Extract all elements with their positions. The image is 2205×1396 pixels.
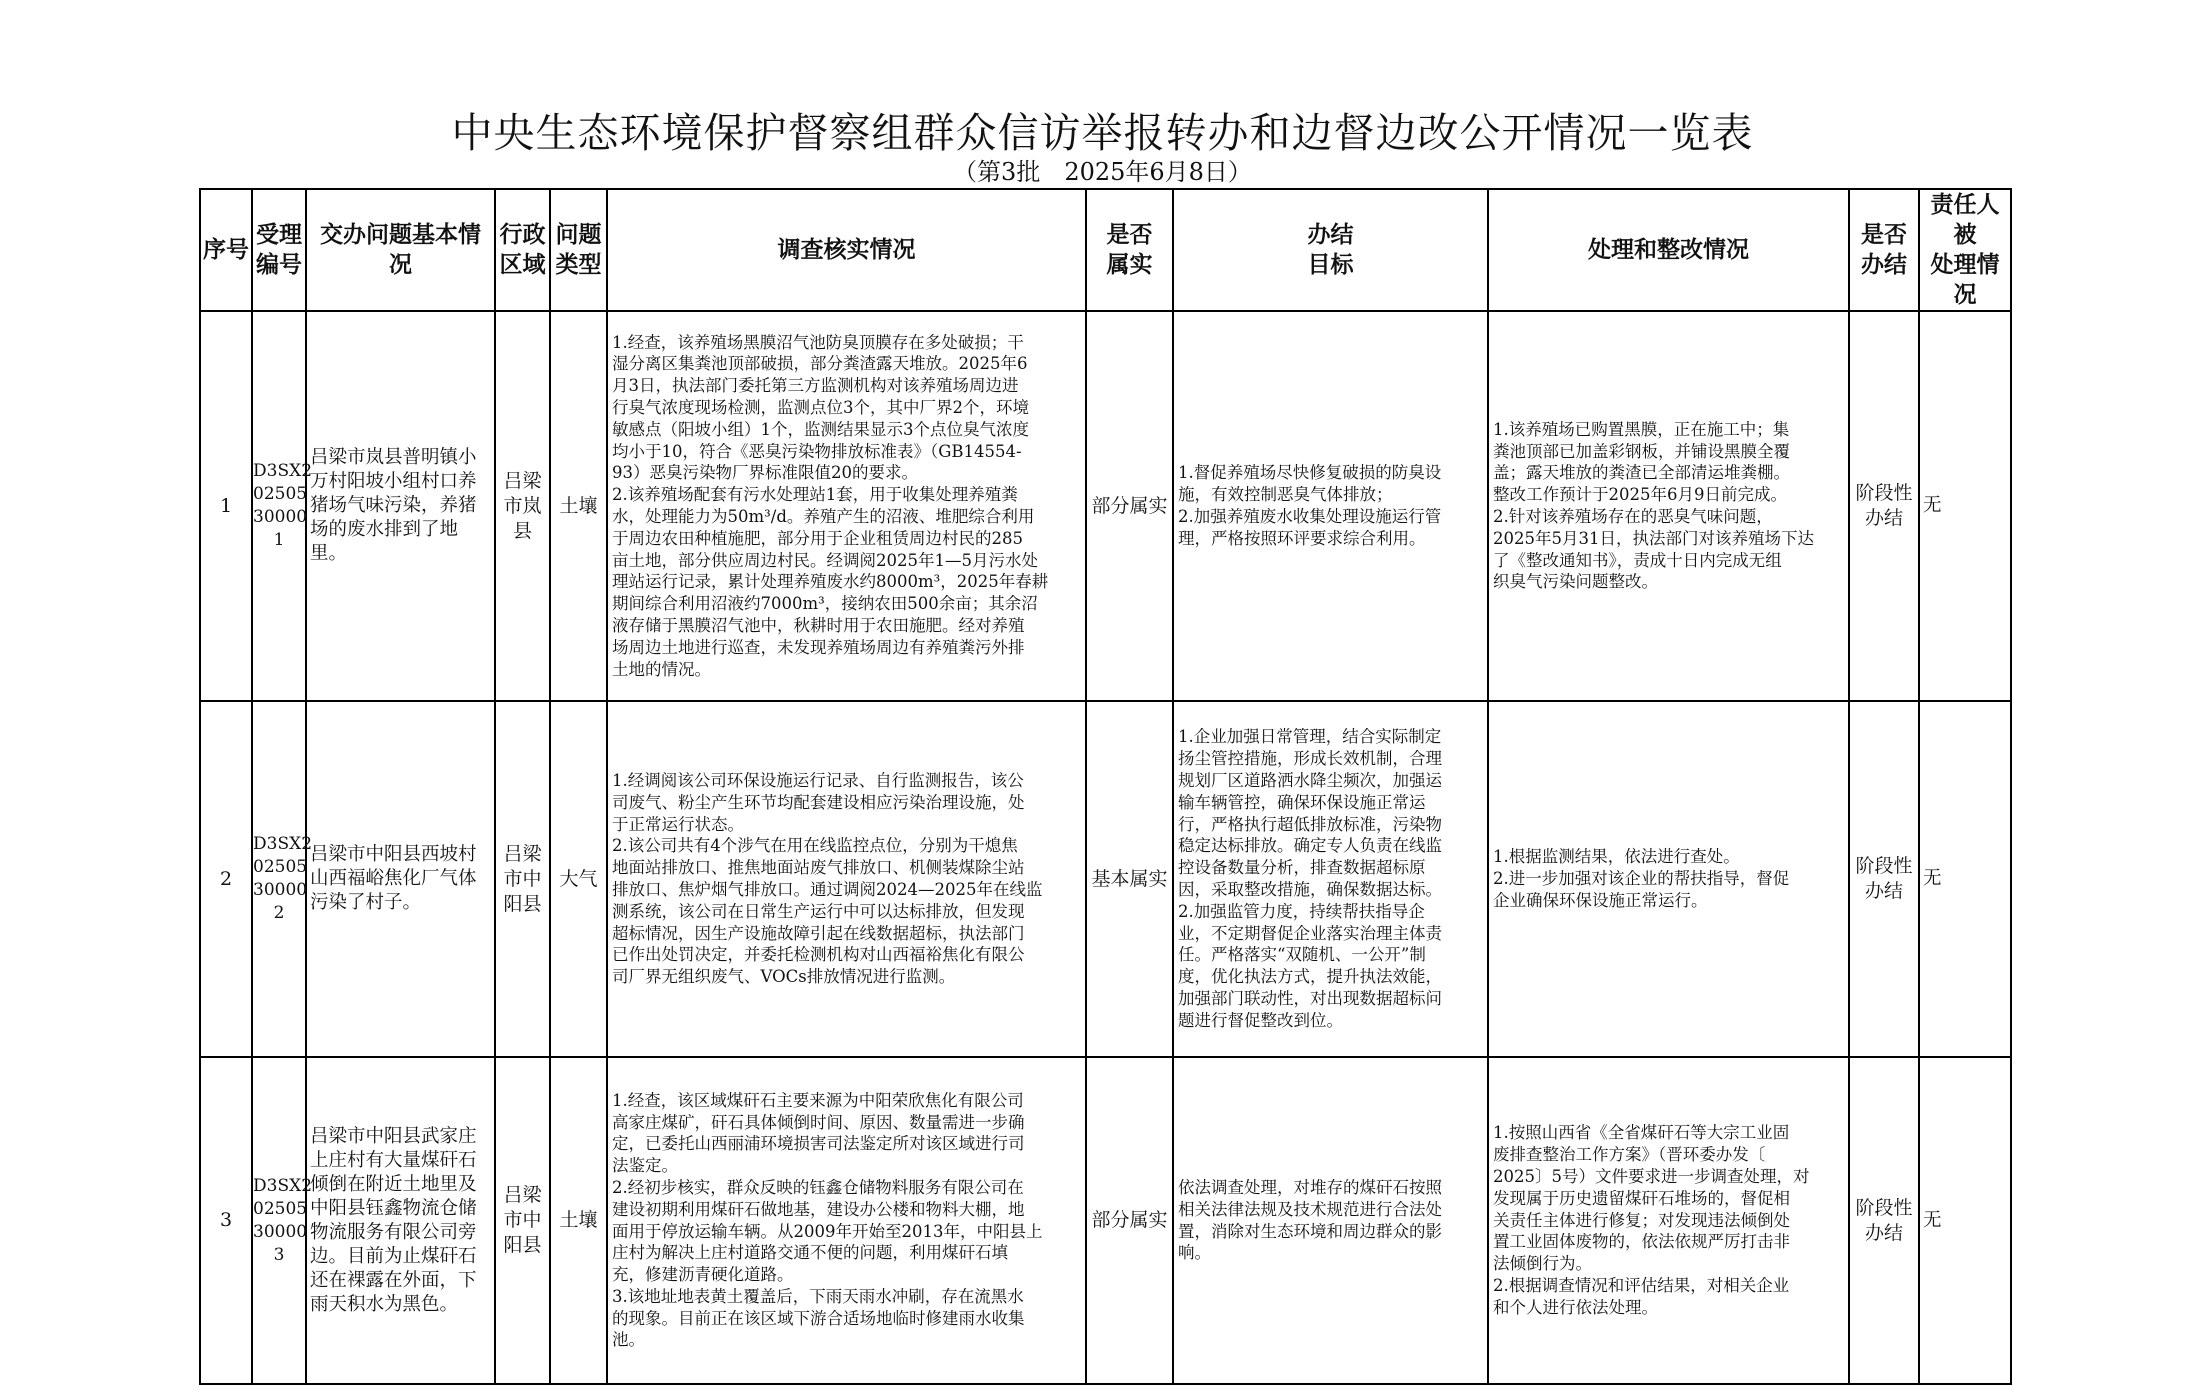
cell-verified: 部分属实 [1086,1057,1173,1384]
header-type: 问题 类型 [550,189,607,311]
table-row [200,701,2011,1057]
cell-goal: 1.企业加强日常管理，结合实际制定 扬尘管控措施，形成长效机制，合理 规划厂区道路洒水降尘频次，加强运 输车辆管控，确保环保设施正常运 行，严格执行超低排放标准，污染物 稳定达标排放。确定专人负责在线监 控设备数量分析，排查数据超标原 因，采取整改措施，确保数据达标。 2.加强监管力度，持续帮扶指导企 业，不定期督促企业落实治理主体责 任。严格落实“双随机、一公开”制 度，优化执法方式，提升执法效能， 加强部门联动性，对出现数据超标问 题进行督促整改到位。 [1173,701,1488,1057]
cell-type: 土壤 [550,311,607,701]
cell-verified: 基本属实 [1086,701,1173,1057]
cell-accountability: 无 [1919,311,2011,701]
cell-handling: 1.根据监测结果，依法进行查处。 2.进一步加强对该企业的帮扶指导，督促 企业确保环保设施正常运行。 [1488,701,1849,1057]
cell-investigation: 1.经查，该区域煤矸石主要来源为中阳荣欣焦化有限公司 高家庄煤矿，矸石具体倾倒时间、原因、数量需进一步确 定，已委托山西丽浦环境损害司法鉴定所对该区域进行司 法鉴定。 2.经初步核实，群众反映的钰鑫仓储物料服务有限公司在 建设初期利用煤矸石做地基，建设办公楼和物料大棚，地 面用于停放运输车辆。从2009年开始至2013年，中阳县上 庄村为解决上庄村道路交通不便的问题，利用煤矸石填 充，修建沥青硬化道路。 3.该地址地表黄土覆盖后，下雨天雨水冲刷，存在流黑水 的现象。目前正在该区域下游合适场地临时修建雨水收集 池。 [607,1057,1086,1384]
cell-investigation: 1.经调阅该公司环保设施运行记录、自行监测报告，该公 司废气、粉尘产生环节均配套建设相应污染治理设施，处 于正常运行状态。 2.该公司共有4个涉气在用在线监控点位，分别为干熄焦 地面站排放口、推焦地面站废气排放口、机侧装煤除尘站 排放口、焦炉烟气排放口。通过调阅2024—2025年在线监 测系统，该公司在日常生产运行中可以达标排放，但发现 超标情况，因生产设施故障引起在线数据超标，执法部门 已作出处罚决定，并委托检测机构对山西福裕焦化有限公 司厂界无组织废气、VOCs排放情况进行监测。 [607,701,1086,1057]
cell-goal: 1.督促养殖场尽快修复破损的防臭设 施，有效控制恶臭气体排放； 2.加强养殖废水收集处理设施运行管 理，严格按照环评要求综合利用。 [1173,311,1488,701]
header-accountability: 责任人被 处理情况 [1919,189,2011,311]
header-investigation: 调查核实情况 [607,189,1086,311]
header-region: 行政 区域 [495,189,550,311]
cell-seq: 1 [200,311,252,701]
cell-issue: 吕梁市岚县普明镇小 万村阳坡小组村口养 猪场气味污染，养猪 场的废水排到了地 里。 [306,311,495,701]
cell-type: 土壤 [550,1057,607,1384]
page-subtitle: （第3批 2025年6月8日） [953,158,1252,186]
table-row [200,1057,2011,1384]
header-closed: 是否 办结 [1849,189,1919,311]
cell-closed: 阶段性 办结 [1849,311,1919,701]
cell-accountability: 无 [1919,701,2011,1057]
cell-type: 大气 [550,701,607,1057]
cell-investigation: 1.经查，该养殖场黑膜沼气池防臭顶膜存在多处破损；干 湿分离区集粪池顶部破损，部分粪渣露天堆放。2025年6 月3日，执法部门委托第三方监测机构对该养殖场周边进 行臭气浓度现场检测，监测点位3个，其中厂界2个，环境 敏感点（阳坡小组）1个，监测结果显示3个点位臭气浓度 均小于10，符合《恶臭污染物排放标准表》（GB14554- 93）恶臭污染物厂界标准限值20的要求。 2.该养殖场配套有污水处理站1套，用于收集处理养殖粪 水，处理能力为50m³/d。养殖产生的沼液、堆肥综合利用 于周边农田种植施肥，部分用于企业租赁周边村民的285 亩土地，部分供应周边村民。经调阅2025年1—5月污水处 理站运行记录，累计处理养殖废水约8000m³，2025年春耕 期间综合利用沼液约7000m³，接纳农田500余亩；其余沼 液存储于黑膜沼气池中，秋耕时用于农田施肥。经对养殖 场周边土地进行巡查，未发现养殖场周边有养殖粪污外排 土地的情况。 [607,311,1086,701]
cell-issue: 吕梁市中阳县西坡村 山西福峪焦化厂气体 污染了村子。 [306,701,495,1057]
cell-region: 吕梁 市中 阳县 [495,701,550,1057]
header-code: 受理 编号 [252,189,306,311]
cell-code: D3SX2 02505 30000 2 [252,701,306,1057]
header-goal: 办结 目标 [1173,189,1488,311]
cell-seq: 3 [200,1057,252,1384]
cell-region: 吕梁 市岚 县 [495,311,550,701]
cell-code: D3SX2 02505 30000 1 [252,311,306,701]
cell-closed: 阶段性 办结 [1849,701,1919,1057]
table-row [200,311,2011,701]
header-verified: 是否 属实 [1086,189,1173,311]
cell-accountability: 无 [1919,1057,2011,1384]
header-row [200,189,2011,311]
cell-verified: 部分属实 [1086,311,1173,701]
cell-handling: 1.该养殖场已购置黑膜，正在施工中；集 粪池顶部已加盖彩钢板，并铺设黑膜全覆 盖；露天堆放的粪渣已全部清运堆粪棚。 整改工作预计于2025年6月9日前完成。 2.针对该养殖场存在的恶臭气味问题， 2025年5月31日，执法部门对该养殖场下达 了《整改通知书》，责成十日内完成无组 织臭气污染问题整改。 [1488,311,1849,701]
cell-region: 吕梁 市中 阳县 [495,1057,550,1384]
cell-handling: 1.按照山西省《全省煤矸石等大宗工业固 废排查整治工作方案》（晋环委办发〔 2025〕5号）文件要求进一步调查处理，对 发现属于历史遗留煤矸石堆场的，督促相 关责任主体进行修复；对发现违法倾倒处 置工业固体废物的，依法依规严厉打击非 法倾倒行为。 2.根据调查情况和评估结果，对相关企业 和个人进行依法处理。 [1488,1057,1849,1384]
header-handling: 处理和整改情况 [1488,189,1849,311]
cell-seq: 2 [200,701,252,1057]
page-title: 中央生态环境保护督察组群众信访举报转办和边督边改公开情况一览表 [451,109,1754,157]
header-issue: 交办问题基本情 况 [306,189,495,311]
report-table [199,188,2012,1385]
cell-code: D3SX2 02505 30000 3 [252,1057,306,1384]
header-seq: 序号 [200,189,252,311]
cell-issue: 吕梁市中阳县武家庄 上庄村有大量煤矸石 倾倒在附近土地里及 中阳县钰鑫物流仓储 物流服务有限公司旁 边。目前为止煤矸石 还在裸露在外面，下 雨天积水为黑色。 [306,1057,495,1384]
cell-goal: 依法调查处理，对堆存的煤矸石按照 相关法律法规及技术规范进行合法处 置，消除对生态环境和周边群众的影 响。 [1173,1057,1488,1384]
cell-closed: 阶段性 办结 [1849,1057,1919,1384]
